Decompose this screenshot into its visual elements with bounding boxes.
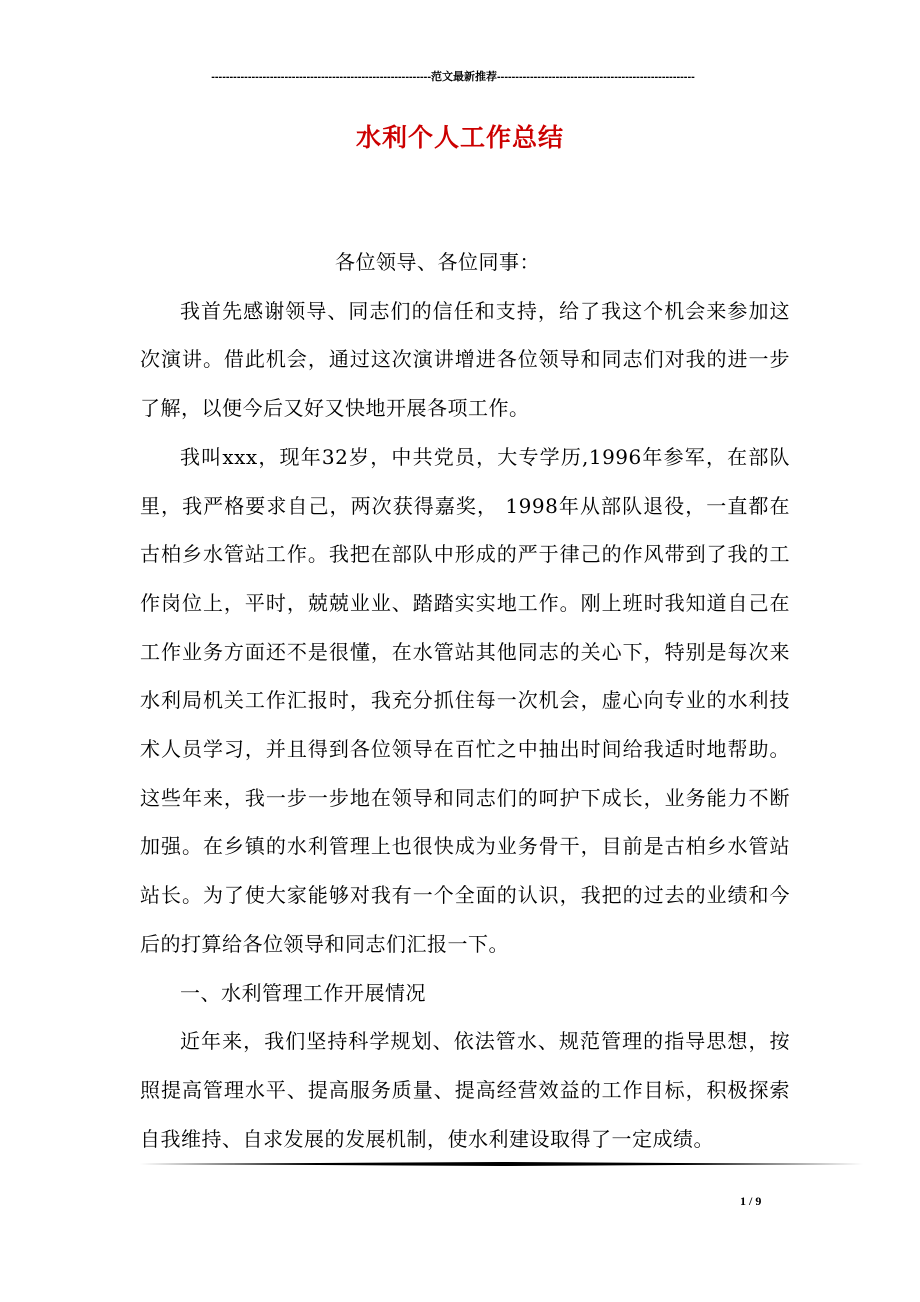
document-title: 水利个人工作总结 xyxy=(355,123,564,152)
salutation: 各位领导、各位同事： xyxy=(335,250,540,274)
paragraph: 近年来，我们坚持科学规划、依法管水、规范管理的指导思想，按照提高管理水平、提高服务质量、提高经营效益的工作目标，积极探索自我维持、自求发展的发展机制，使水利建设取得了一定成绩。 xyxy=(140,1029,790,1151)
document-body xyxy=(140,238,790,1163)
page-number: 1 / 9 xyxy=(740,1194,762,1208)
section-heading: 一、水利管理工作开展情况 xyxy=(180,980,426,1005)
footer-divider xyxy=(140,1162,863,1166)
paragraph: 我叫xxx，现年32岁，中共党员，大专学历,1996年参军，在部队里，我严格要求自己，两次获得嘉奖， 1998年从部队退役，一直都在古柏乡水管站工作。我把在部队中形成的严于律己的作风带到了我的工作岗位上，平时，兢兢业业、踏踏实实地工作。刚上班时我知道自己在工作业务方面还不是很懂，在水管站其他同志的关心下，特别是每次来水利局机关工作汇报时，我充分抓住每一次机会，虚心向专业的水利技术人员学习，并且得到各位领导在百忙之中抽出时间给我适时地帮助。这些年来，我一步一步地在领导和同志们的呵护下成长，业务能力不断加强。在乡镇的水利管理上也很快成为业务骨干，目前是古柏乡水管站站长。为了使大家能够对我有一个全面的认识，我把的过去的业绩和今后的打算给各位领导和同志们汇报一下。 xyxy=(140,444,790,956)
header-banner: ------------------------------------------------------------范文最新推荐------------------------------------------------------ xyxy=(211,71,695,83)
paragraph: 我首先感谢领导、同志们的信任和支持，给了我这个机会来参加这次演讲。借此机会，通过这次演讲增进各位领导和同志们对我的进一步了解，以便今后又好又快地开展各项工作。 xyxy=(140,298,790,421)
